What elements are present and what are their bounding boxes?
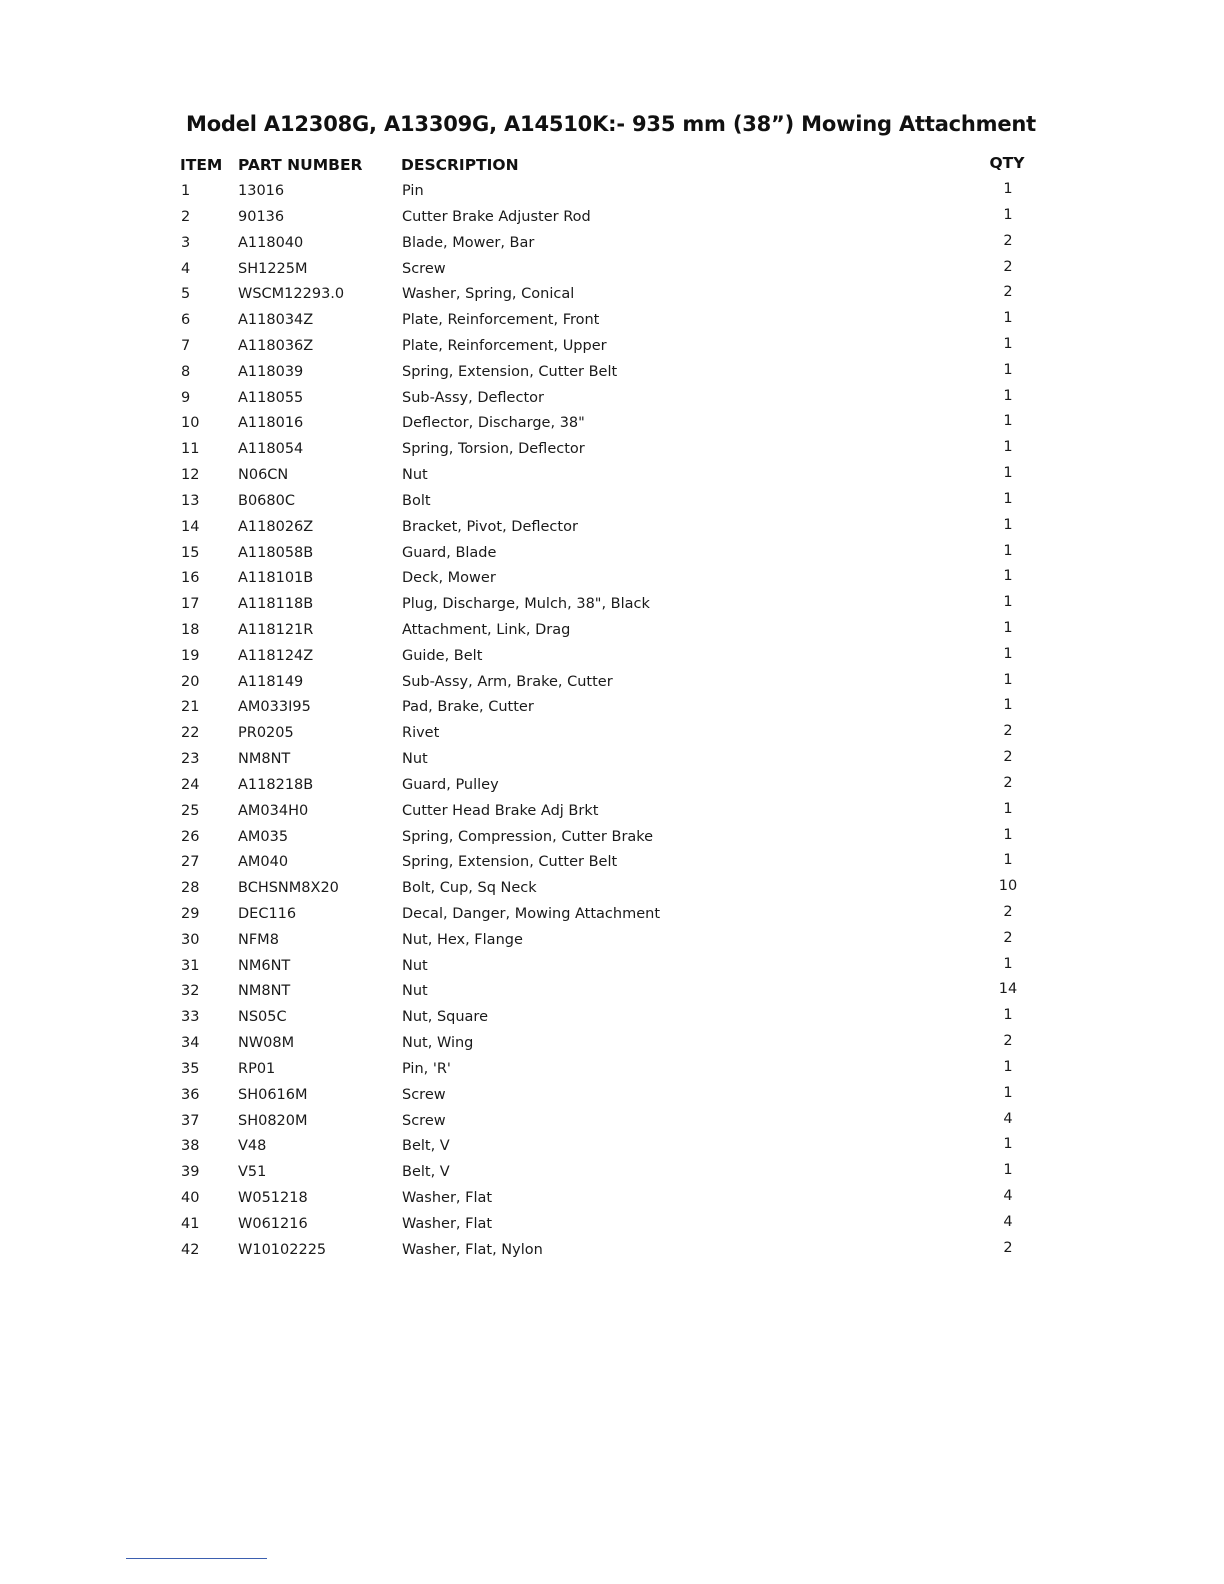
row-item-number: 9	[181, 389, 191, 406]
row-qty: 1	[1003, 1136, 1013, 1153]
row-description: Cutter Brake Adjuster Rod	[402, 208, 591, 225]
row-part-number: RP01	[238, 1060, 276, 1077]
row-description: Attachment, Link, Drag	[402, 621, 571, 638]
table-row	[0, 671, 1224, 700]
row-qty: 1	[1003, 800, 1013, 817]
row-part-number: NM8NT	[238, 983, 291, 1000]
row-item-number: 16	[181, 570, 200, 587]
row-part-number: W051218	[238, 1190, 308, 1206]
row-qty: 1	[1003, 387, 1013, 404]
row-description: Bolt, Cup, Sq Neck	[402, 880, 537, 897]
row-description: Washer, Spring, Conical	[402, 286, 575, 303]
row-part-number: A118036Z	[238, 337, 314, 354]
row-description: Nut, Hex, Flange	[402, 931, 523, 948]
row-item-number: 19	[181, 647, 200, 664]
row-item-number: 34	[181, 1035, 200, 1052]
row-description: Guard, Blade	[402, 544, 497, 561]
row-item-number: 10	[181, 415, 200, 432]
row-description: Spring, Extension, Cutter Belt	[402, 363, 618, 380]
row-description: Pad, Brake, Cutter	[402, 699, 534, 716]
row-description: Washer, Flat	[402, 1215, 493, 1232]
table-row	[0, 983, 1224, 1009]
row-qty: 2	[1003, 723, 1013, 740]
row-part-number: W10102225	[238, 1241, 327, 1258]
row-qty: 1	[1003, 1084, 1013, 1101]
table-row	[0, 1138, 1224, 1164]
row-description: Plate, Reinforcement, Front	[402, 312, 600, 329]
row-item-number: 14	[181, 518, 200, 535]
table-row	[0, 751, 1224, 777]
row-qty: 2	[1003, 258, 1013, 275]
row-qty: 10	[998, 878, 1018, 895]
row-part-number: SH1225M	[238, 260, 308, 277]
table-row	[0, 286, 1224, 312]
row-description: Screw	[402, 1112, 446, 1129]
row-qty: 1	[1003, 413, 1013, 430]
row-description: Nut, Square	[402, 1009, 488, 1026]
table-row	[0, 699, 1224, 725]
footer-rule	[126, 1558, 267, 1559]
row-part-number: AM035	[238, 828, 289, 845]
row-part-number: AM034H0	[238, 802, 309, 819]
row-qty: 2	[1003, 232, 1013, 249]
table-row	[0, 619, 1224, 648]
row-part-number: B0680C	[238, 492, 295, 509]
row-qty: 1	[1003, 439, 1013, 456]
row-part-number: NM8NT	[238, 751, 291, 767]
table-row	[0, 467, 1224, 493]
row-part-number: W061216	[238, 1215, 308, 1232]
row-qty: 1	[1003, 1007, 1013, 1024]
row-part-number: A118040	[238, 234, 304, 251]
row-item-number: 26	[181, 828, 200, 845]
row-item-number: 39	[181, 1164, 200, 1181]
table-row	[0, 258, 1224, 287]
row-qty: 1	[1003, 671, 1013, 688]
row-description: Pin, 'R'	[402, 1060, 451, 1077]
row-part-number: NS05C	[238, 1009, 287, 1026]
row-item-number: 31	[181, 957, 200, 974]
table-row	[0, 570, 1224, 596]
row-description: Washer, Flat	[402, 1190, 493, 1206]
row-description: Spring, Torsion, Deflector	[402, 441, 585, 458]
row-part-number: SH0820M	[238, 1112, 308, 1129]
row-description: Nut	[402, 957, 428, 974]
row-item-number: 3	[181, 234, 191, 251]
row-qty: 1	[1003, 826, 1013, 843]
table-row	[0, 1035, 1224, 1061]
row-qty: 4	[1003, 1188, 1013, 1204]
row-qty: 1	[1003, 852, 1013, 869]
row-item-number: 2	[181, 208, 191, 225]
row-item-number: 33	[181, 1009, 200, 1026]
table-row	[0, 415, 1224, 441]
row-part-number: 90136	[238, 208, 285, 225]
row-description: Deflector, Discharge, 38"	[402, 415, 585, 432]
row-part-number: NFM8	[238, 931, 279, 948]
table-row	[0, 1164, 1224, 1190]
row-qty: 14	[998, 981, 1018, 998]
row-part-number: A118016	[238, 415, 304, 432]
row-part-number: DEC116	[238, 906, 297, 922]
row-description: Sub-Assy, Arm, Brake, Cutter	[402, 673, 613, 690]
row-qty: 2	[1003, 749, 1013, 765]
row-qty: 1	[1003, 955, 1013, 972]
row-item-number: 21	[181, 699, 200, 716]
row-description: Guide, Belt	[402, 647, 483, 664]
header-part-number: PART NUMBER	[238, 156, 363, 174]
row-item-number: 40	[181, 1190, 200, 1206]
row-part-number: WSCM12293.0	[238, 286, 345, 303]
row-qty: 2	[1003, 904, 1013, 920]
row-part-number: A118034Z	[238, 312, 314, 329]
row-part-number: A118055	[238, 389, 304, 406]
row-part-number: A118149	[238, 673, 304, 690]
row-item-number: 36	[181, 1086, 200, 1103]
row-qty: 1	[1003, 645, 1013, 662]
row-description: Nut, Wing	[402, 1035, 474, 1052]
row-qty: 2	[1003, 1033, 1013, 1050]
table-row	[0, 206, 1224, 235]
row-part-number: N06CN	[238, 467, 289, 483]
table-row	[0, 1084, 1224, 1113]
table-row	[0, 1110, 1224, 1139]
row-part-number: PR0205	[238, 725, 294, 742]
table-row	[0, 516, 1224, 545]
row-item-number: 13	[181, 492, 200, 509]
row-qty: 1	[1003, 361, 1013, 378]
row-qty: 2	[1003, 774, 1013, 791]
row-qty: 2	[1003, 929, 1013, 946]
row-item-number: 11	[181, 441, 200, 458]
row-description: Cutter Head Brake Adj Brkt	[402, 802, 599, 819]
table-row	[0, 800, 1224, 829]
table-row	[0, 387, 1224, 416]
row-description: Belt, V	[402, 1164, 450, 1181]
row-item-number: 25	[181, 802, 200, 819]
table-row	[0, 725, 1224, 751]
row-qty: 1	[1003, 542, 1013, 559]
table-row	[0, 441, 1224, 467]
row-qty: 1	[1003, 310, 1013, 327]
row-item-number: 27	[181, 854, 200, 871]
table-row	[0, 645, 1224, 674]
row-part-number: AM033I95	[238, 699, 311, 716]
row-description: Bolt	[402, 492, 431, 509]
row-item-number: 6	[181, 312, 191, 329]
row-qty: 1	[1003, 1058, 1013, 1075]
row-description: Screw	[402, 1086, 446, 1103]
row-description: Pin	[402, 183, 424, 199]
row-part-number: A118218B	[238, 776, 314, 793]
row-item-number: 32	[181, 983, 200, 1000]
row-description: Plate, Reinforcement, Upper	[402, 337, 607, 354]
table-row	[0, 542, 1224, 571]
row-item-number: 37	[181, 1112, 200, 1129]
row-description: Nut	[402, 467, 428, 483]
row-description: Plug, Discharge, Mulch, 38", Black	[402, 596, 650, 613]
row-item-number: 24	[181, 776, 200, 793]
table-row	[0, 774, 1224, 803]
table-row	[0, 880, 1224, 906]
row-qty: 1	[1003, 1162, 1013, 1179]
row-item-number: 8	[181, 363, 191, 380]
row-item-number: 23	[181, 751, 200, 767]
row-part-number: A118026Z	[238, 518, 314, 535]
row-item-number: 18	[181, 621, 200, 638]
table-row	[0, 1009, 1224, 1035]
row-part-number: V48	[238, 1138, 267, 1155]
row-part-number: AM040	[238, 854, 289, 871]
row-item-number: 38	[181, 1138, 200, 1155]
row-item-number: 15	[181, 544, 200, 561]
row-part-number: NM6NT	[238, 957, 291, 974]
table-header	[0, 156, 1224, 182]
row-item-number: 20	[181, 673, 200, 690]
row-qty: 2	[1003, 1239, 1013, 1256]
row-item-number: 41	[181, 1215, 200, 1232]
row-item-number: 29	[181, 906, 200, 922]
row-qty: 4	[1003, 1110, 1013, 1127]
row-description: Nut	[402, 983, 428, 1000]
table-row	[0, 490, 1224, 519]
table-row	[0, 183, 1224, 209]
row-item-number: 5	[181, 286, 191, 303]
page-title: Model A12308G, A13309G, A14510K:- 935 mm (38”) Mowing Attachment	[186, 112, 1036, 136]
row-item-number: 42	[181, 1241, 200, 1258]
row-part-number: A118054	[238, 441, 304, 458]
row-description: Sub-Assy, Deflector	[402, 389, 544, 406]
row-description: Rivet	[402, 725, 440, 742]
row-part-number: NW08M	[238, 1035, 295, 1052]
row-qty: 2	[1003, 284, 1013, 301]
row-item-number: 1	[181, 183, 191, 199]
row-part-number: A118101B	[238, 570, 314, 587]
row-description: Spring, Compression, Cutter Brake	[402, 828, 654, 845]
row-item-number: 4	[181, 260, 191, 277]
table-row	[0, 1239, 1224, 1268]
header-description: DESCRIPTION	[401, 156, 519, 174]
table-row	[0, 335, 1224, 364]
row-item-number: 17	[181, 596, 200, 613]
row-item-number: 7	[181, 337, 191, 354]
row-qty: 1	[1003, 568, 1013, 585]
row-part-number: SH0616M	[238, 1086, 308, 1103]
table-row	[0, 1213, 1224, 1242]
row-part-number: V51	[238, 1164, 267, 1181]
row-description: Belt, V	[402, 1138, 450, 1155]
row-description: Guard, Pulley	[402, 776, 499, 793]
table-row	[0, 361, 1224, 390]
row-item-number: 22	[181, 725, 200, 742]
row-item-number: 12	[181, 467, 200, 483]
row-part-number: A118058B	[238, 544, 314, 561]
row-part-number: BCHSNM8X20	[238, 880, 339, 897]
row-description: Bracket, Pivot, Deflector	[402, 518, 578, 535]
row-description: Spring, Extension, Cutter Belt	[402, 854, 618, 871]
row-qty: 1	[1003, 335, 1013, 352]
row-part-number: A118039	[238, 363, 304, 380]
table-row	[0, 312, 1224, 338]
row-description: Deck, Mower	[402, 570, 496, 587]
row-part-number: A118124Z	[238, 647, 314, 664]
table-row	[0, 955, 1224, 984]
row-item-number: 30	[181, 931, 200, 948]
row-description: Blade, Mower, Bar	[402, 234, 535, 251]
row-part-number: A118121R	[238, 621, 314, 638]
table-row	[0, 906, 1224, 932]
row-description: Decal, Danger, Mowing Attachment	[402, 906, 661, 922]
table-row	[0, 1058, 1224, 1087]
table-row	[0, 854, 1224, 880]
row-description: Nut	[402, 751, 428, 767]
row-qty: 1	[1003, 181, 1013, 197]
table-row	[0, 1190, 1224, 1216]
row-qty: 1	[1003, 697, 1013, 714]
row-qty: 1	[1003, 516, 1013, 533]
row-qty: 1	[1003, 206, 1013, 223]
row-item-number: 28	[181, 880, 200, 897]
row-qty: 1	[1003, 465, 1013, 481]
row-item-number: 35	[181, 1060, 200, 1077]
row-description: Washer, Flat, Nylon	[402, 1241, 543, 1258]
header-item: ITEM	[180, 156, 223, 174]
row-qty: 4	[1003, 1213, 1013, 1230]
row-qty: 1	[1003, 490, 1013, 507]
row-part-number: A118118B	[238, 596, 314, 613]
row-part-number: 13016	[238, 183, 285, 199]
table-row	[0, 826, 1224, 855]
row-qty: 1	[1003, 594, 1013, 611]
table-row	[0, 929, 1224, 958]
header-qty: QTY	[989, 154, 1025, 172]
row-qty: 1	[1003, 619, 1013, 636]
table-row	[0, 596, 1224, 622]
row-description: Screw	[402, 260, 446, 277]
table-row	[0, 232, 1224, 261]
